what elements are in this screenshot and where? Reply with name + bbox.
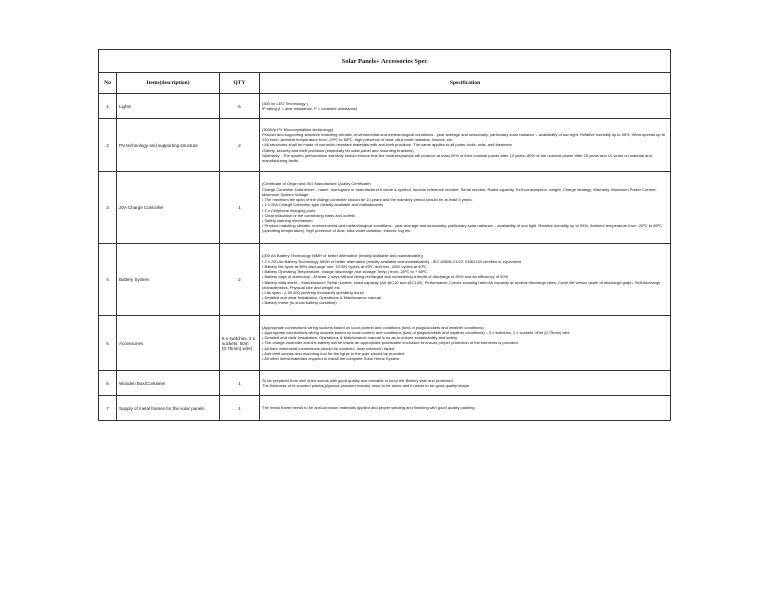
row-spec: [260, 119, 671, 172]
row-spec: [260, 94, 671, 119]
spec-line: Product and supporting structure matching climatic, environmental and meteorological conditions - year average and seasonally, particulary solar radiance – availability of sun light. Relative humidity up to 95%, Wind speeds up to 120 km/h, Ambient temperature from -20ºC to 65ºC, high presence of dust, ultra violet radiation, insects, etc.: [262, 131, 666, 143]
table-row: [99, 244, 671, 316]
table-row: [99, 94, 671, 119]
spec-line: • The charge controller and the battery will be inside an appropriate practicable enclosure to ensure proper protection of the elements is provided.: [262, 340, 519, 346]
row-qty: 2: [220, 244, 260, 316]
spec-line: • All other items/materials required to install the complete Solar Home System.: [262, 356, 401, 361]
spec-line: • Life span - ≥ 90,000 (seventy thousand) operating hours: [262, 289, 364, 295]
spec-line: Charge Controller Data sheet – name, monogram or manufacturer's name & symbol, module reference number, Serial number, Rated capacity, Self-consumption, weight, Charge strategy, Warranty, Maximum Power Current, Maximum System Voltage.: [262, 186, 657, 197]
spec-line: (Appropriate connections wiring sockets based on local context and conditions (kind of plugs/sockets and weather conditions): [262, 324, 484, 330]
spec-line: The metal frame needs to be anti-corrosion materials applied and proper welding and finishing with good quality painting: [262, 405, 475, 411]
spec-line: (300Wp PV Monocrystalline technology): [262, 126, 334, 132]
table-row: [99, 316, 671, 371]
row-spec: [260, 316, 671, 371]
spec-line: • All bare wire/metal connections should be soldered, heat shrinked / taped: [262, 345, 395, 351]
spec-line: • 2 x 200 Ah Battery Technology NiMH or better alternative (readily available and maintainable) - IEC 60896-21/22, EN62133 certified or equivalent: [262, 258, 522, 264]
spec-line: • 2 x Cellphone charging ports: [262, 207, 316, 213]
spec-line: • Detailed and clear Installation, Operations & Maintenance manual: [262, 295, 381, 301]
spec-line: • Appropriate connections wiring sockets based on local context and conditions (kind of plugs/sockets and weather conditions) – 5 x switches, 2 x sockets, 50m (0.75mm) wire: [262, 329, 570, 335]
spec-line: • The minimum life span of the charge controller should be 10 years and the warranty period should be at least 5 years.: [262, 197, 473, 203]
table-title: Solar Panels+ Accessories Spec: [99, 50, 671, 73]
row-item: Wooden Box/Container: [117, 371, 220, 396]
row-qty: 1: [220, 172, 260, 244]
spec-line: •Warranty - The system performance warranty should ensure that the modules/panels will produce at least 90% of their nominal power after 10 years, 80% of the nominal power after 25 years and 10 years on material and manufacturing faults.: [262, 152, 652, 163]
header-spec: Specification: [260, 73, 671, 94]
row-qty: 2: [220, 119, 260, 172]
row-no: 2: [99, 119, 117, 172]
row-no: 3: [99, 172, 117, 244]
row-item: Supply of metal frames for the solar panels: [117, 396, 220, 421]
row-spec: [260, 396, 671, 421]
spec-line: • Product matching climatic, environmental and meteorological conditions - year average and seasonally, particulary solar radiance – availability of sun light. Relative humidity up to 95%, Ambient temperature from -20ºC to 65ºC (operating temperature), high presence of dust, ultra violet radiation, insects, fog etc.: [262, 223, 663, 234]
spec-table: [98, 49, 671, 421]
table-row: [99, 119, 671, 172]
spec-line: (Certificate of Origin and ISO Manufacture Quality Certificate): [262, 181, 371, 187]
row-item: Accessories: [117, 316, 220, 371]
row-item: 20A Charge Controller: [117, 172, 220, 244]
row-spec: [260, 371, 671, 396]
row-no: 1: [99, 94, 117, 119]
table-row: [99, 172, 671, 244]
table-row: [99, 371, 671, 396]
row-item: Lights: [117, 94, 220, 119]
table-row: [99, 396, 671, 421]
row-item: Battery System: [117, 244, 220, 316]
spec-line: • Detailed and clear Installation, Operations & Maintenance manual in so as to ensure sustainability and safety: [262, 335, 458, 341]
spec-line: • Battery days of autonomy - At least 2 days without being recharged and considering a depth of discharge of 80% and an efficiency of 90%: [262, 274, 509, 280]
row-no: 4: [99, 244, 117, 316]
row-qty: 1: [220, 371, 260, 396]
spec-line: • Battery life cycle at 50% discharge min. 10'000 cycles at 25ºC and min. 4000 cycles at 40ºC.: [262, 263, 429, 269]
row-qty: 1: [220, 396, 260, 421]
spec-line: • 1 x 20A Charge Controller type (readily available and maintainable): [262, 202, 384, 208]
row-no: 6: [99, 371, 117, 396]
row-item: PV technology and supporting structure: [117, 119, 220, 172]
row-no: 7: [99, 396, 117, 421]
spec-line: • Safety warning mechanism: [262, 217, 313, 223]
header-no: No: [99, 73, 117, 94]
spec-line: The thickness of te wooden planks(plywood (wooden boards) need to be same and it needs to be good quality shape: [262, 383, 470, 388]
spec-line: (300 lm LED Technology ): [262, 100, 308, 106]
row-spec: [260, 244, 671, 316]
spec-line: • All structures shall be made of corrosion resistant materials with anti-theft provision. The same applies to all poles, bolts, nuts, and fasteners: [262, 142, 512, 148]
spec-line: To be prepared from well dried woods with good quality and movable to keep the Battery safe and protected: [262, 377, 453, 383]
spec-line: •Safety, security and theft provision (especially for solar panel and mounting brackets): [262, 147, 414, 153]
row-qty: 5 x switches, 2 x sockets, 50m (0.75mm) wire): [220, 316, 260, 371]
row-spec: [260, 172, 671, 244]
row-qty: 5: [220, 94, 260, 119]
spec-line: • Battery data sheet – Manufacturer, Serial number, rated capacity (Ah @C10 and @C100), Performance Curves showing rated Ah capacity at several discharge rates, Cycle life versus depth of discharge graph, Self-discharge characteristics, Physical size and weight etc.: [262, 279, 661, 290]
header-qty: QTY: [220, 73, 260, 94]
spec-line: • Battery meter (to show battery condition): [262, 300, 337, 306]
spec-line: • Battery Operating Temperature, charge /discharge (not storage Temp.) from -20ºC to + 65ºC: [262, 269, 428, 275]
spec-line: • Anti-theft screws and mounting tool for the lights to the pole should be provided: [262, 350, 405, 356]
header-item: Items(description): [117, 73, 220, 94]
spec-line: • Clear indication of the connecting inlets and outlets: [262, 212, 355, 218]
row-no: 5: [99, 316, 117, 371]
spec-line: (200 Ah Battery Technology NiMH or better alternative (readily available and maintainable)): [262, 253, 423, 259]
spec-line: IP rating (I = dust resistance, P = moisture resistance): [262, 106, 358, 111]
